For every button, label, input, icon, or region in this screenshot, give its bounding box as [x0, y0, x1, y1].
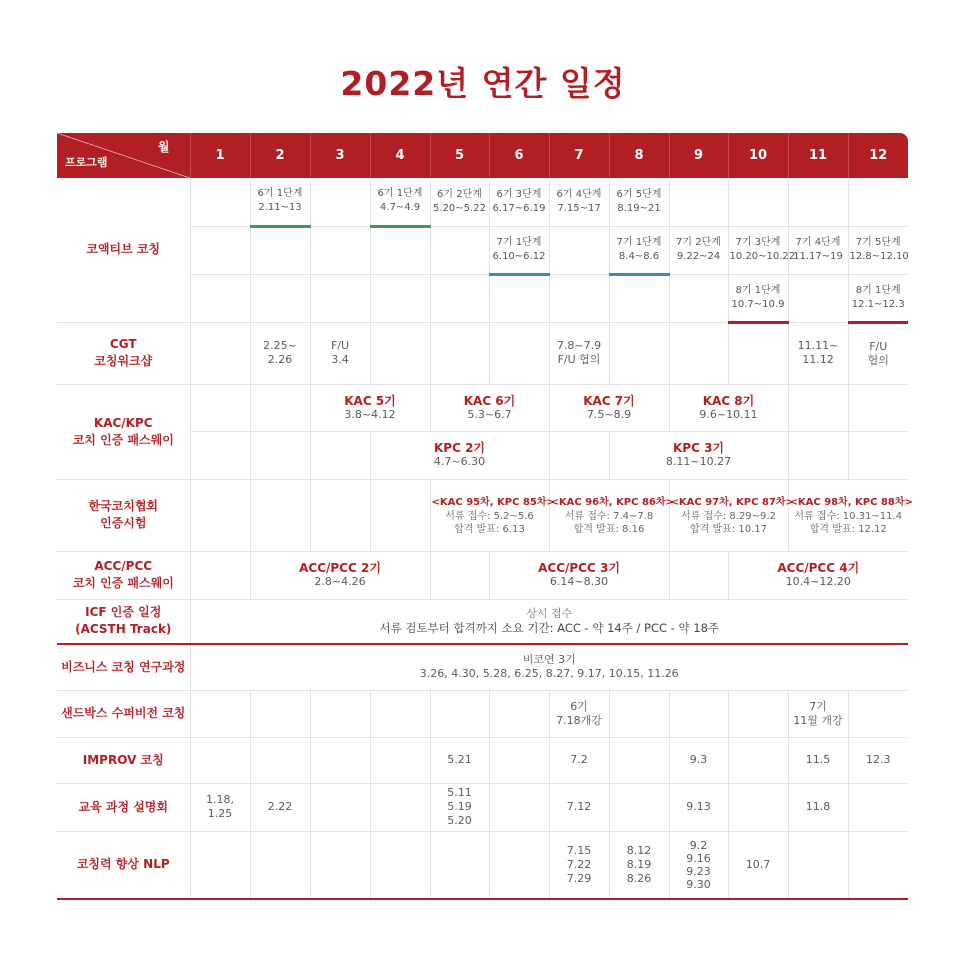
- edu-may: 5.11 5.19 5.20: [430, 783, 489, 831]
- cgt-nov: 11.11~ 11.12: [788, 322, 848, 384]
- program-edu: 교육 과정 설명회: [57, 783, 190, 831]
- program-cgt: CGT 코칭워크샵: [57, 322, 190, 384]
- month-1: 1: [190, 133, 250, 178]
- coactive-6-stage2: 6기 2단계 5.20~5.22: [430, 178, 489, 226]
- edu-jul: 7.12: [549, 783, 609, 831]
- nlp-jul: 7.15 7.22 7.29: [549, 831, 609, 899]
- program-coactive: 코액티브 코칭: [57, 178, 190, 322]
- sandbox-nov: 7기 11월 개강: [788, 690, 848, 737]
- kpc-2: KPC 2기 4.7~6.30: [370, 431, 549, 479]
- month-9: 9: [669, 133, 728, 178]
- program-improv: IMPROV 코칭: [57, 737, 190, 783]
- edu-row: [57, 783, 908, 831]
- program-nlp: 코칭력 향상 NLP: [57, 831, 190, 899]
- coactive-8-stage1-oct: 8기 1단계 10.7~10.9: [728, 274, 788, 322]
- coactive-6-stage1-apr: 6기 1단계 4.7~4.9: [370, 178, 430, 226]
- kca-exam-4: <KAC 98차, KPC 88차> 서류 접수: 10.31~11.4 합격 발표: 12.12: [788, 479, 908, 551]
- month-label: 월: [157, 140, 170, 154]
- coactive-6-stage4: 6기 4단계 7.15~17: [549, 178, 609, 226]
- kac-row: [57, 384, 908, 431]
- kac-8: KAC 8기 9.6~10.11: [669, 384, 788, 431]
- month-5: 5: [430, 133, 489, 178]
- improv-jul: 7.2: [549, 737, 609, 783]
- edu-nov: 11.8: [788, 783, 848, 831]
- program-icf: ICF 인증 일정 (ACSTH Track): [57, 599, 190, 644]
- acc-row: [57, 551, 908, 599]
- coactive-7-stage2: 7기 2단계 9.22~24: [669, 226, 728, 274]
- coactive-6-stage1-feb: 6기 1단계 2.11~13: [250, 178, 310, 226]
- acc-3: ACC/PCC 3기 6.14~8.30: [489, 551, 669, 599]
- coactive-7-stage1-aug: 7기 1단계 8.4~8.6: [609, 226, 669, 274]
- month-2: 2: [250, 133, 310, 178]
- improv-nov: 11.5: [788, 737, 848, 783]
- program-kac-kpc: KAC/KPC 코치 인증 패스웨이: [57, 384, 190, 479]
- program-label: 프로그램: [65, 156, 108, 169]
- improv-dec: 12.3: [848, 737, 908, 783]
- kpc-3: KPC 3기 8.11~10.27: [609, 431, 788, 479]
- coactive-6-stage3: 6기 3단계 6.17~6.19: [489, 178, 549, 226]
- coactive-7-stage4: 7기 4단계 11.17~19: [788, 226, 848, 274]
- kca-exam-1: <KAC 95차, KPC 85차> 서류 접수: 5.2~5.6 합격 발표: 6.13: [430, 479, 549, 551]
- sandbox-jul: 6기 7.18개강: [549, 690, 609, 737]
- program-sandbox: 샌드박스 수퍼비전 코칭: [57, 690, 190, 737]
- cgt-row: [57, 322, 908, 384]
- nlp-aug: 8.12 8.19 8.26: [609, 831, 669, 899]
- month-3: 3: [310, 133, 370, 178]
- nlp-row: [57, 831, 908, 899]
- icf-details: 상시 접수 서류 검토부터 합격까지 소요 기간: ACC - 약 14주 / PCC - 약 18주: [190, 599, 908, 644]
- edu-feb: 2.22: [250, 783, 310, 831]
- month-10: 10: [728, 133, 788, 178]
- edu-sep: 9.13: [669, 783, 728, 831]
- coactive-7-stage3: 7기 3단계 10.20~10.22: [728, 226, 788, 274]
- kca-row: [57, 479, 908, 551]
- coactive-row-1: [57, 178, 908, 226]
- page-title: 2022년 연간 일정: [340, 64, 626, 103]
- cgt-mar: F/U 3.4: [310, 322, 370, 384]
- kac-5: KAC 5기 3.8~4.12: [310, 384, 430, 431]
- acc-2: ACC/PCC 2기 2.8~4.26: [250, 551, 430, 599]
- cgt-jul: 7.8~7.9 F/U 협의: [549, 322, 609, 384]
- biz-row: [57, 644, 908, 690]
- cgt-feb: 2.25~ 2.26: [250, 322, 310, 384]
- edu-jan: 1.18, 1.25: [190, 783, 250, 831]
- improv-sep: 9.3: [669, 737, 728, 783]
- kca-exam-2: <KAC 96차, KPC 86차> 서류 접수: 7.4~7.8 합격 발표: 8.16: [549, 479, 669, 551]
- kac-7: KAC 7기 7.5~8.9: [549, 384, 669, 431]
- month-12: 12: [848, 133, 908, 178]
- cgt-dec: F/U 협의: [848, 322, 908, 384]
- biz-details: 비코연 3기 3.26, 4.30, 5.28, 6.25, 8.27, 9.17, 10.15, 11.26: [190, 644, 908, 690]
- month-11: 11: [788, 133, 848, 178]
- program-biz: 비즈니스 코칭 연구과정: [57, 644, 190, 690]
- month-7: 7: [549, 133, 609, 178]
- coactive-7-stage5: 7기 5단계 12.8~12.10: [848, 226, 908, 274]
- nlp-oct: 10.7: [728, 831, 788, 899]
- header-row: [57, 133, 908, 178]
- kac-6: KAC 6기 5.3~6.7: [430, 384, 549, 431]
- coactive-7-stage1-jun: 7기 1단계 6.10~6.12: [489, 226, 549, 274]
- month-8: 8: [609, 133, 669, 178]
- program-acc-pcc: ACC/PCC 코치 인증 패스웨이: [57, 551, 190, 599]
- month-6: 6: [489, 133, 549, 178]
- sandbox-row: [57, 690, 908, 737]
- improv-row: [57, 737, 908, 783]
- coactive-6-stage5: 6기 5단계 8.19~21: [609, 178, 669, 226]
- icf-row: [57, 599, 908, 644]
- coactive-8-stage1-dec: 8기 1단계 12.1~12.3: [848, 274, 908, 322]
- improv-may: 5.21: [430, 737, 489, 783]
- program-kca: 한국코치협회 인증시험: [57, 479, 190, 551]
- acc-4: ACC/PCC 4기 10.4~12.20: [728, 551, 908, 599]
- kca-exam-3: <KAC 97차, KPC 87차> 서류 접수: 8.29~9.2 합격 발표: 10.17: [669, 479, 788, 551]
- month-4: 4: [370, 133, 430, 178]
- header-corner: [57, 133, 190, 178]
- nlp-sep: 9.2 9.16 9.23 9.30: [669, 831, 728, 899]
- schedule-table: [57, 133, 913, 900]
